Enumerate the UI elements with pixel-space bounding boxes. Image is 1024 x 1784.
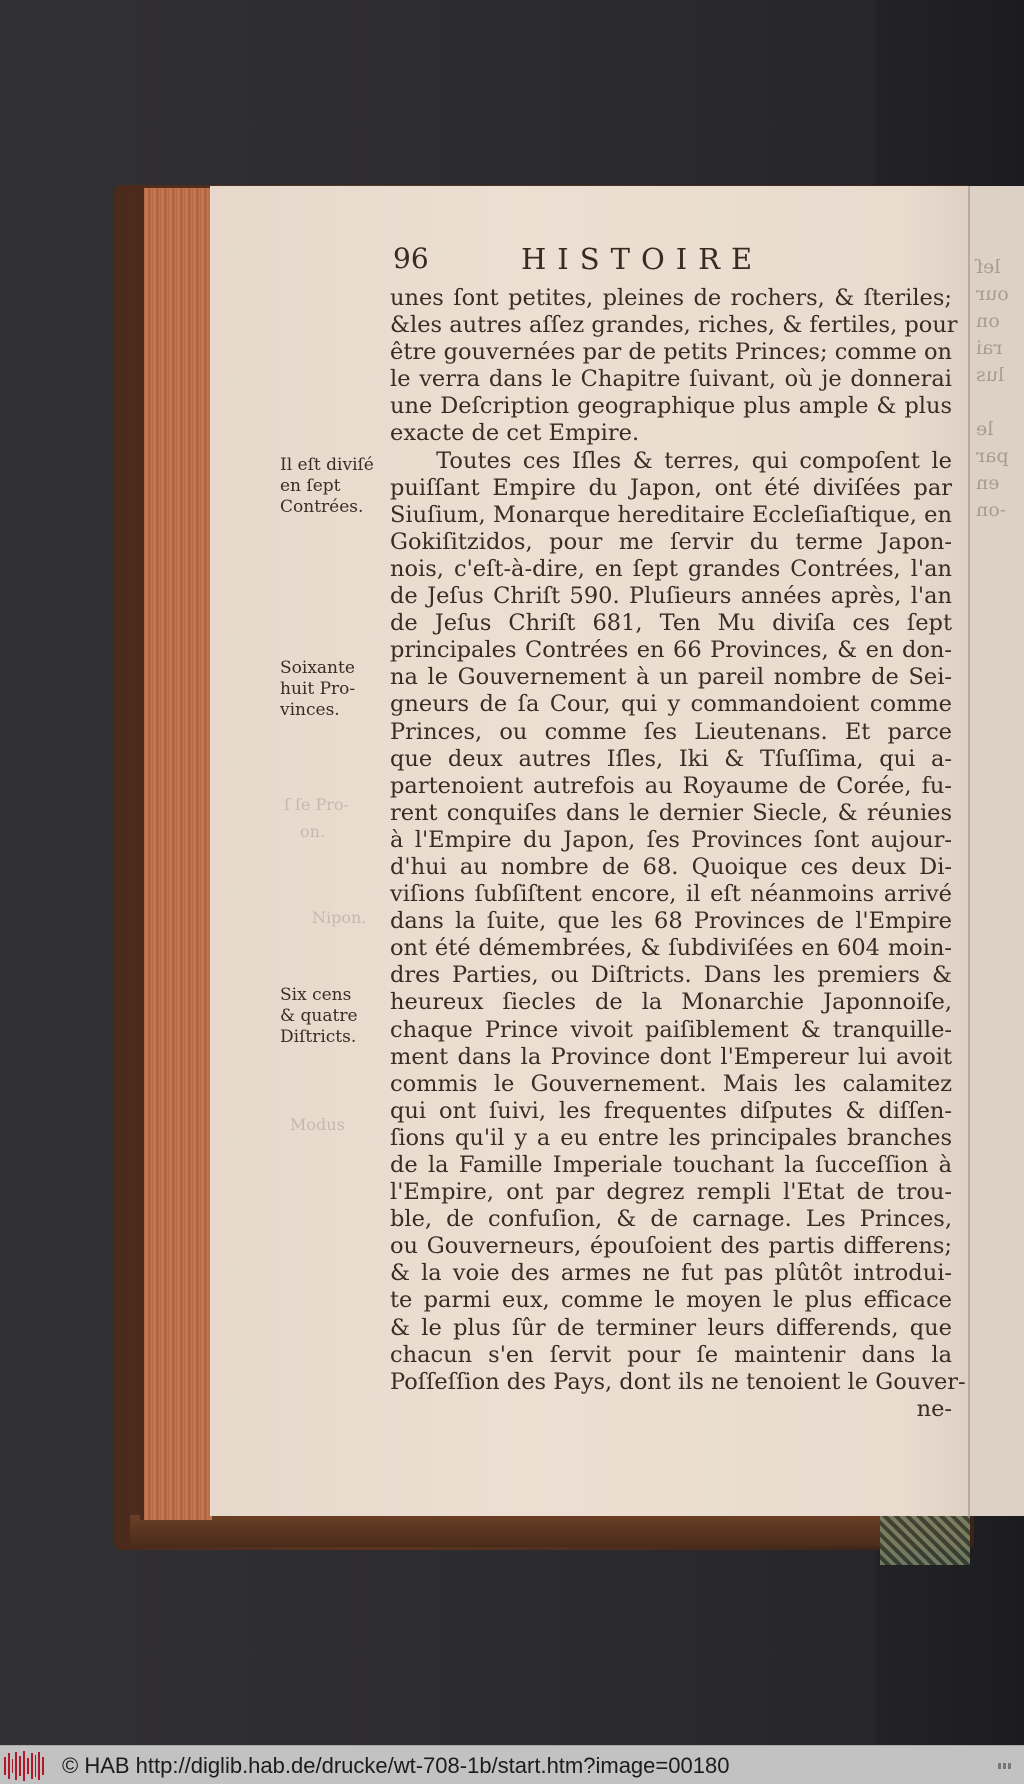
show-through-text: our xyxy=(976,283,1009,305)
show-through-text: en xyxy=(976,472,1000,494)
text-line: &les autres aſſez grandes, riches, & fertiles, pour xyxy=(390,312,958,339)
margin-note-line: vinces. xyxy=(280,700,340,720)
page-number: 96 xyxy=(393,242,429,275)
text-line: commis le Gouvernement. Mais les calamitez xyxy=(390,1070,952,1097)
body-text xyxy=(390,285,966,1423)
text-line: heureux ſiecles de la Monarchie Japonnoiſe, xyxy=(390,989,952,1016)
text-line: Siuſium, Monarque hereditaire Eccleſiaſtique, en xyxy=(390,501,952,528)
text-line: Gokiſitzidos, pour me ſervir du terme Japon- xyxy=(390,528,952,555)
show-through-text: on. xyxy=(300,822,326,841)
text-line: ment dans la Province dont l'Empereur lui avoit xyxy=(390,1043,952,1070)
text-line: nois, c'eſt-à-dire, en ſept grandes Contrées, l'an xyxy=(390,555,952,582)
show-through-text: par xyxy=(976,445,1009,467)
footer-bar xyxy=(0,1745,1024,1784)
show-through-text: rai xyxy=(976,337,1003,359)
text-line: exacte de cet Empire. xyxy=(390,420,640,447)
margin-note-line: & quatre xyxy=(280,1006,358,1026)
scan-marker-icon xyxy=(998,1763,1012,1769)
running-head-title: HISTOIRE xyxy=(521,242,764,276)
text-line: & le plus ſûr de terminer leurs differends, que xyxy=(390,1314,952,1341)
text-line: ble, de confuſion, & de carnage. Les Princes, xyxy=(390,1206,952,1233)
show-through-text: ſ ſe Pro- xyxy=(284,795,349,814)
book-cover-bottom-edge xyxy=(130,1515,970,1547)
text-line: de Jeſus Chriſt 590. Pluſieurs années après, l'an xyxy=(390,583,952,610)
text-line: le verra dans le Chapitre ſuivant, où je donnerai xyxy=(390,366,952,393)
copyright-url-text[interactable]: © HAB http://diglib.hab.de/drucke/wt-708-1b/start.htm?image=00180 xyxy=(62,1753,730,1778)
running-head xyxy=(393,242,823,282)
text-line: gneurs de ſa Cour, qui y commandoient comme xyxy=(390,691,952,718)
text-line: d'hui au nombre de 68. Quoique ces deux Di- xyxy=(390,853,952,880)
show-through-text: le xyxy=(976,418,994,440)
margin-note-sixty-eight-provinces xyxy=(280,658,382,721)
text-line: qui ont ſuivi, les frequentes diſputes & diſſen- xyxy=(390,1097,952,1124)
text-line: dres Parties, ou Diſtricts. Dans les premiers & xyxy=(390,962,952,989)
text-line: être gouvernées par de petits Princes; comme on xyxy=(390,339,953,366)
margin-note-line: Six cens xyxy=(280,985,352,1005)
facing-page-edge xyxy=(968,186,1024,1516)
text-line: chaque Prince vivoit paiſiblement & tranquille- xyxy=(390,1016,952,1043)
show-through-text: -on xyxy=(976,499,1007,521)
text-line: chacun s'en ſervit pour ſe maintenir dans la xyxy=(390,1341,952,1368)
show-through-text: Modus xyxy=(290,1115,345,1134)
margin-note-six-hundred-four-districts xyxy=(280,985,382,1048)
text-line: ſions qu'il y a eu entre les principales branches xyxy=(390,1124,952,1151)
margin-note-line: Contrées. xyxy=(280,497,364,517)
text-line: rent conquiſes dans le dernier Siecle, & réunies xyxy=(390,799,952,826)
margin-note-line: Soixante xyxy=(280,658,355,678)
text-line: dans la ſuite, que les 68 Provinces de l'Empire xyxy=(390,908,952,935)
show-through-text: leſ xyxy=(976,256,1001,278)
text-line: l'Empire, ont par degrez rempli l'Etat de trou- xyxy=(390,1179,952,1206)
margin-note-line: Il eſt diviſé xyxy=(280,455,374,475)
margin-note-divided-seven xyxy=(280,455,382,518)
text-line: Poſſeſſion des Pays, dont ils ne tenoient le Gouver- xyxy=(390,1368,966,1395)
text-line: na le Gouvernement à un pareil nombre de Sei- xyxy=(390,664,952,691)
text-line: Princes, ou comme ſes Lieutenans. Et parce xyxy=(390,718,952,745)
hab-barcode-logo-icon[interactable] xyxy=(4,1751,44,1781)
text-line: te parmi eux, comme le moyen le plus efficace xyxy=(390,1287,952,1314)
show-through-text: lus xyxy=(976,364,1005,386)
text-line: puiſſant Empire du Japon, ont été diviſées par xyxy=(390,474,952,501)
text-line: principales Contrées en 66 Provinces, & en don- xyxy=(390,637,952,664)
text-line: ou Gouverneurs, épouſoient des partis differens; xyxy=(390,1233,952,1260)
text-line: ont été démembrées, & ſubdiviſées en 604 moin- xyxy=(390,935,952,962)
page-fore-edges xyxy=(140,188,212,1520)
margin-note-line: huit Pro- xyxy=(280,679,356,699)
text-line: de Jeſus Chriſt 681, Ten Mu diviſa ces ſept xyxy=(390,610,952,637)
margin-note-line: Diſtricts. xyxy=(280,1027,357,1047)
text-line: à l'Empire du Japon, ſes Provinces ſont aujour- xyxy=(390,826,952,853)
text-line: viſions ſubſiſtent encore, il eſt néanmoins arrivé xyxy=(390,881,952,908)
text-line: partenoient autrefois au Royaume de Corée, fu- xyxy=(390,772,952,799)
margin-note-line: en ſept xyxy=(280,476,341,496)
text-line: Toutes ces Iſles & terres, qui compoſent le xyxy=(390,447,952,474)
text-line: de la Famille Imperiale touchant la ſucceſſion à xyxy=(390,1152,952,1178)
show-through-text: Nipon. xyxy=(312,908,367,927)
text-line: que deux autres Iſles, Iki & Tſuſſima, qui a- xyxy=(390,745,952,772)
text-line: une Deſcription geographique plus ample & plus xyxy=(390,393,952,420)
text-line: & la voie des armes ne fut pas plûtôt introdui- xyxy=(390,1260,952,1287)
text-line: unes ſont petites, pleines de rochers, & ſteriles; xyxy=(390,285,952,311)
catchword: ne- xyxy=(916,1395,952,1422)
show-through-text: on xyxy=(976,310,1000,332)
